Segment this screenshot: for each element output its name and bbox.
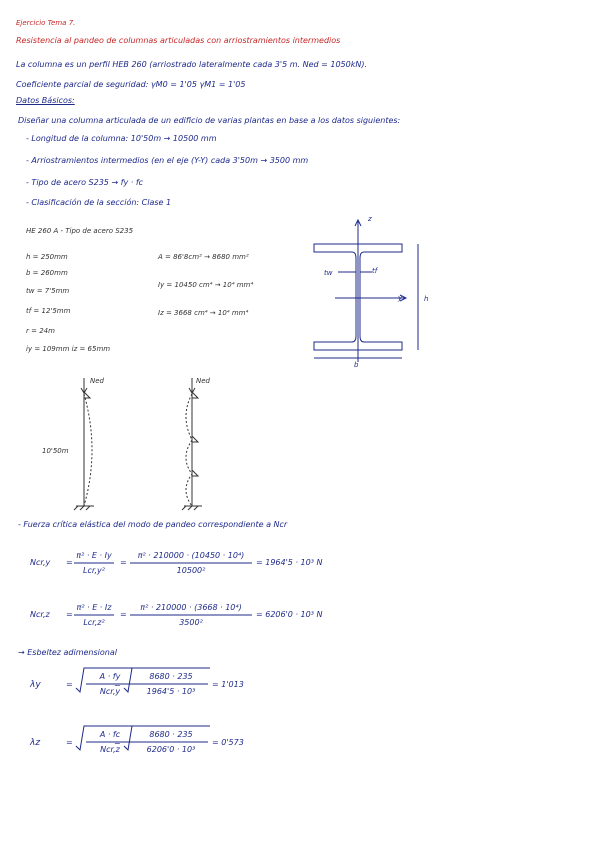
dim-r: r = 24m xyxy=(26,327,55,335)
lambda-y-label: λy xyxy=(30,680,41,690)
dim-tw: tw = 7'5mm xyxy=(26,287,70,295)
prop-iy: Iy = 10450 cm⁴ → 10⁴ mm⁴ xyxy=(158,281,254,289)
tw-label: tw xyxy=(324,269,333,277)
dim-h: h = 250mm xyxy=(26,253,68,261)
lambda-z-formula-num: A · fc xyxy=(99,730,121,739)
problem-statement: Diseñar una columna articulada de un edificio de varias plantas en base a los datos siguientes: xyxy=(18,116,401,125)
equals-sign: = xyxy=(114,680,121,689)
dim-b: b = 260mm xyxy=(26,269,68,277)
lambda-z-value-num: 8680 · 235 xyxy=(149,730,193,739)
slenderness-heading: → Esbeltez adimensional xyxy=(18,648,117,657)
exercise-subtitle: Resistencia al pandeo de columnas articuladas con arriostramientos intermedios xyxy=(16,36,341,45)
ncr-y-label: Ncr,y xyxy=(30,558,51,567)
equals-sign: = xyxy=(66,738,73,747)
load-label-1: Ned xyxy=(90,377,104,385)
load-label-2: Ned xyxy=(196,377,210,385)
lambda-y-formula-den: Ncr,y xyxy=(99,687,121,696)
bullet-bracing: - Arriostramientos intermedios (en el eje (Y-Y) cada 3'50m → 3500 mm xyxy=(26,156,309,165)
intro-line-2: Coeficiente parcial de seguridad: γM0 = 1'05 γM1 = 1'05 xyxy=(16,80,246,89)
axis-y-label: y xyxy=(398,294,403,302)
bullet-length: - Longitud de la columna: 10'50m → 10500 mm xyxy=(26,134,217,143)
ncr-z-value-num: π² · 210000 · (3668 · 10⁴) xyxy=(140,603,242,612)
equals-sign: = xyxy=(66,680,73,689)
intro-line-1: La columna es un perfil HEB 260 (arriostrado lateralmente cada 3'5 m. Ned = 1050kN). xyxy=(16,60,368,69)
dim-radius-gyration: iy = 109mm iz = 65mm xyxy=(26,345,111,353)
lambda-z-formula-den: Ncr,z xyxy=(100,745,120,754)
equals-sign: = xyxy=(120,558,127,567)
lambda-y-value-num: 8680 · 235 xyxy=(149,672,193,681)
h-label: h xyxy=(424,295,429,303)
ncr-z-result: = 6206'0 · 10³ N xyxy=(256,610,323,619)
ncr-z-label: Ncr,z xyxy=(30,610,50,619)
equals-sign: = xyxy=(66,610,73,619)
lambda-z-label: λz xyxy=(30,738,41,748)
lambda-y-result: = 1'013 xyxy=(212,680,244,689)
lambda-z-value-den: 6206'0 · 10³ xyxy=(146,745,196,754)
equals-sign: = xyxy=(66,558,73,567)
bullet-steel: - Tipo de acero S235 → fy · fc xyxy=(26,178,144,187)
dim-tf: tf = 12'5mm xyxy=(26,307,71,315)
tf-label: tf xyxy=(372,267,378,275)
prop-iz: Iz = 3668 cm⁴ → 10⁴ mm⁴ xyxy=(158,309,249,317)
ncr-z-value-den: 3500² xyxy=(179,618,203,627)
ncr-z-formula-num: π² · E · Iz xyxy=(76,603,112,612)
ncr-y-value-den: 10500² xyxy=(176,566,206,575)
ncr-y-formula-den: Lcr,y² xyxy=(83,566,105,575)
axis-z-label: z xyxy=(368,215,372,223)
profile-title: HE 260 A - Tipo de acero S235 xyxy=(26,227,134,235)
ncr-z-formula-den: Lcr,z² xyxy=(83,618,105,627)
exercise-title: Ejercicio Tema 7. xyxy=(16,19,76,27)
lambda-y-formula-num: A · fy xyxy=(99,672,121,681)
equals-sign: = xyxy=(120,610,127,619)
critical-force-heading: - Fuerza crítica elástica del modo de pandeo correspondiente a Ncr xyxy=(18,520,288,529)
ncr-y-result: = 1964'5 · 10³ N xyxy=(256,558,323,567)
bullet-class: - Clasificación de la sección: Clase 1 xyxy=(26,198,172,207)
ncr-y-value-num: π² · 210000 · (10450 · 10⁴) xyxy=(137,551,245,560)
ncr-y-formula-num: π² · E · Iy xyxy=(76,551,112,560)
b-label: b xyxy=(354,361,359,369)
intro-line-3: Datos Básicos: xyxy=(16,96,75,105)
prop-area: A = 86'8cm² → 8680 mm² xyxy=(158,253,249,261)
lambda-z-result: = 0'573 xyxy=(212,738,244,747)
equals-sign: = xyxy=(114,738,121,747)
lambda-y-value-den: 1964'5 · 10³ xyxy=(146,687,196,696)
column-length-label: 10'50m xyxy=(42,447,69,455)
